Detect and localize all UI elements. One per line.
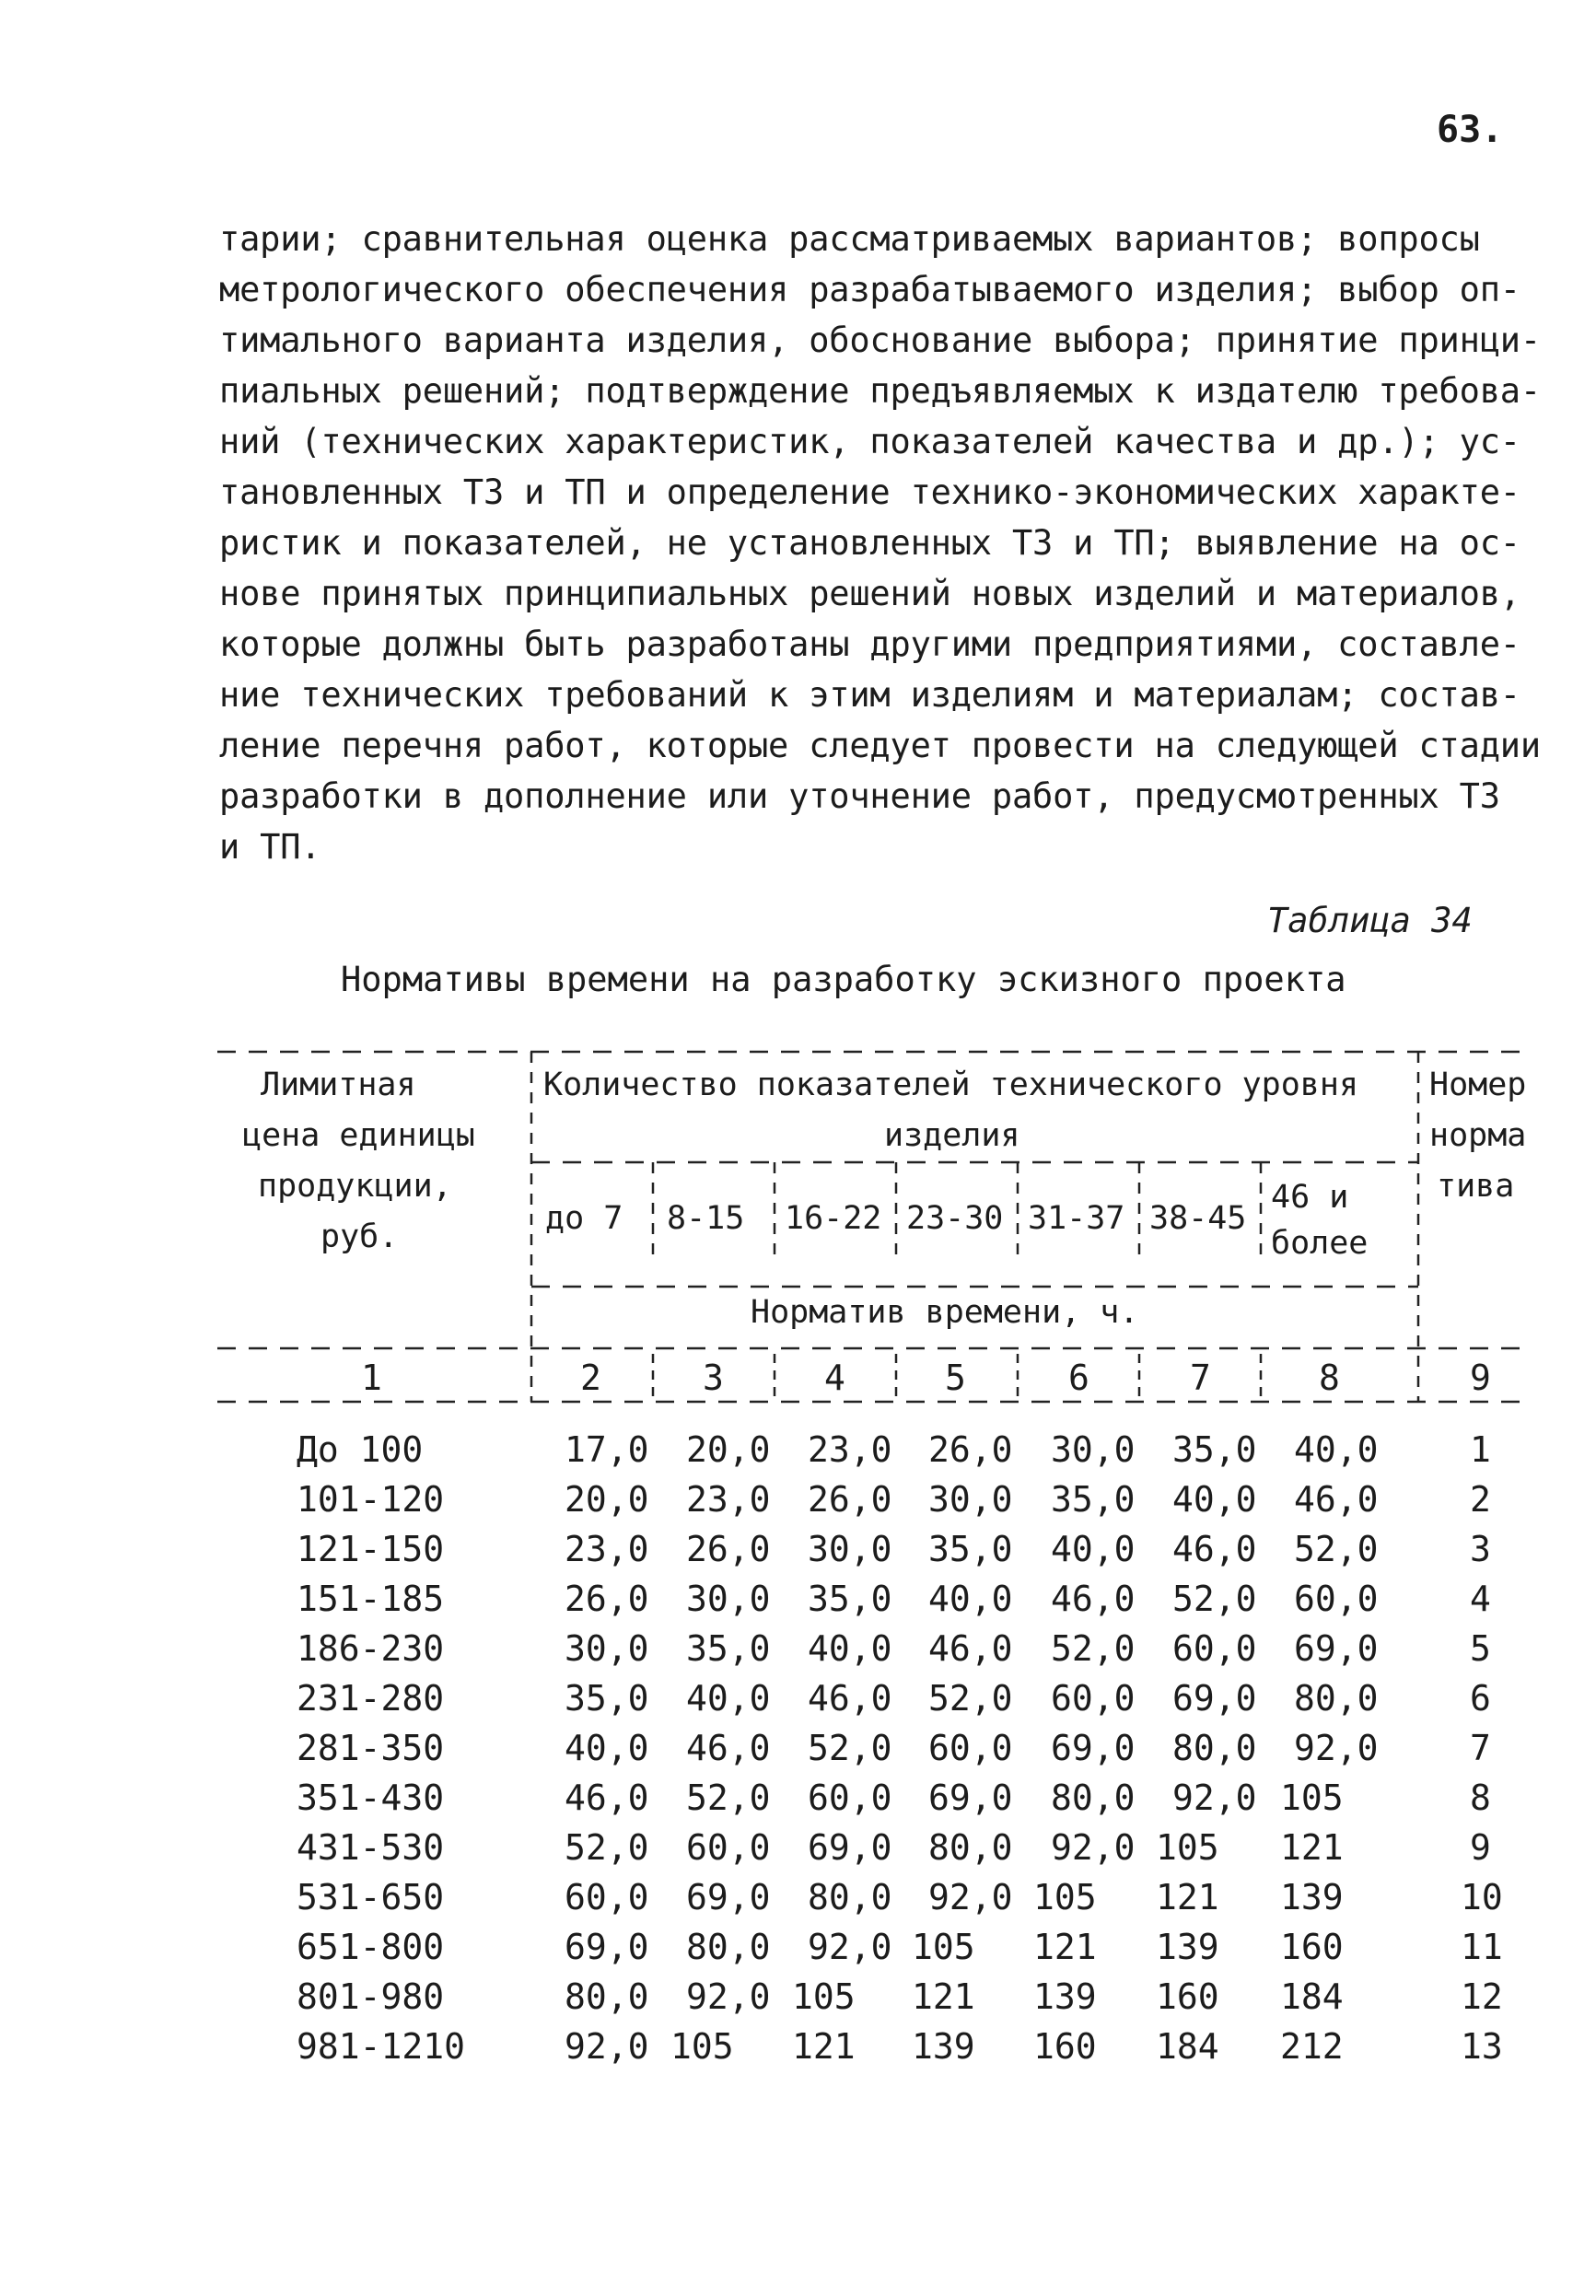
value-cell: 26,0 xyxy=(565,1579,649,1619)
column-number: 9 xyxy=(1470,1358,1491,1398)
value-cell: 52,0 xyxy=(565,1827,649,1868)
value-cell: 184 xyxy=(1280,1976,1344,2017)
value-cell: 35,0 xyxy=(1051,1479,1136,1520)
value-cell: 30,0 xyxy=(565,1628,649,1669)
value-cell: 46,0 xyxy=(1172,1529,1257,1569)
value-cell: 92,0 xyxy=(565,2026,649,2067)
value-cell: 212 xyxy=(1280,2026,1344,2067)
header-price-line: руб. xyxy=(320,1218,399,1255)
price-cell: 186-230 xyxy=(297,1628,445,1669)
value-cell: 69,0 xyxy=(1172,1678,1257,1719)
price-cell: До 100 xyxy=(297,1429,424,1470)
value-cell: 46,0 xyxy=(1051,1579,1136,1619)
value-cell: 160 xyxy=(1033,2026,1097,2067)
header-subcol: 8-15 xyxy=(667,1200,745,1237)
value-cell: 69,0 xyxy=(565,1927,649,1967)
paragraph-line: разработки в дополнение или уточнение работ, предусмотренных ТЗ xyxy=(219,776,1500,816)
column-number: 1 xyxy=(361,1358,382,1398)
paragraph-line: ление перечня работ, которые следует провести на следующей стадии xyxy=(219,726,1541,765)
paragraph-line: и ТП. xyxy=(219,827,321,867)
value-cell: 40,0 xyxy=(1294,1429,1379,1470)
value-cell: 80,0 xyxy=(1172,1728,1257,1768)
value-cell: 40,0 xyxy=(808,1628,892,1669)
value-cell: 92,0 xyxy=(686,1976,771,2017)
price-cell: 351-430 xyxy=(297,1777,445,1818)
header-group-title-line2: изделия xyxy=(884,1117,1020,1154)
price-cell: 981-1210 xyxy=(297,2026,466,2067)
value-cell: 35,0 xyxy=(1172,1429,1257,1470)
header-price-line: Лимитная xyxy=(261,1066,416,1103)
value-cell: 52,0 xyxy=(1294,1529,1379,1569)
value-cell: 121 xyxy=(1156,1877,1219,1917)
norm-number-cell: 2 xyxy=(1470,1479,1491,1520)
header-subcol: 16-22 xyxy=(785,1200,882,1237)
value-cell: 92,0 xyxy=(808,1927,892,1967)
norm-number-cell: 8 xyxy=(1470,1777,1491,1818)
norm-number-cell: 1 xyxy=(1470,1429,1491,1470)
header-number-line: норма xyxy=(1429,1117,1527,1154)
value-cell: 23,0 xyxy=(565,1529,649,1569)
norm-number-cell: 13 xyxy=(1461,2026,1503,2067)
value-cell: 184 xyxy=(1156,2026,1219,2067)
value-cell: 23,0 xyxy=(686,1479,771,1520)
value-cell: 105 xyxy=(1280,1777,1344,1818)
norm-number-cell: 10 xyxy=(1461,1877,1503,1917)
paragraph-line: ний (технических характеристик, показателей качества и др.); ус- xyxy=(219,422,1520,461)
price-cell: 651-800 xyxy=(297,1927,445,1967)
price-cell: 281-350 xyxy=(297,1728,445,1768)
value-cell: 69,0 xyxy=(1051,1728,1136,1768)
price-cell: 531-650 xyxy=(297,1877,445,1917)
value-cell: 17,0 xyxy=(565,1429,649,1470)
header-subcol: 23-30 xyxy=(906,1200,1004,1237)
price-cell: 151-185 xyxy=(297,1579,445,1619)
value-cell: 30,0 xyxy=(1051,1429,1136,1470)
norm-number-cell: 5 xyxy=(1470,1628,1491,1669)
value-cell: 23,0 xyxy=(808,1429,892,1470)
value-cell: 60,0 xyxy=(1051,1678,1136,1719)
table-label: Таблица 34 xyxy=(1267,901,1473,940)
value-cell: 35,0 xyxy=(928,1529,1013,1569)
value-cell: 30,0 xyxy=(686,1579,771,1619)
value-cell: 60,0 xyxy=(1172,1628,1257,1669)
value-cell: 69,0 xyxy=(808,1827,892,1868)
value-cell: 60,0 xyxy=(565,1877,649,1917)
value-cell: 26,0 xyxy=(808,1479,892,1520)
header-normativ: Норматив времени, ч. xyxy=(751,1294,1139,1331)
paragraph-line: ние технических требований к этим изделиям и материалам; состав- xyxy=(219,675,1520,715)
price-cell: 231-280 xyxy=(297,1678,445,1719)
price-cell: 801-980 xyxy=(297,1976,445,2017)
column-number: 6 xyxy=(1068,1358,1089,1398)
paragraph-line: метрологического обеспечения разрабатываемого изделия; выбор оп- xyxy=(219,270,1520,309)
paragraph-line: ристик и показателей, не установленных ТЗ и ТП; выявление на ос- xyxy=(219,523,1520,563)
paragraph-line: тановленных ТЗ и ТП и определение технико-экономических характе- xyxy=(219,472,1520,512)
value-cell: 60,0 xyxy=(1294,1579,1379,1619)
norm-number-cell: 4 xyxy=(1470,1579,1491,1619)
column-number: 8 xyxy=(1319,1358,1340,1398)
value-cell: 52,0 xyxy=(808,1728,892,1768)
value-cell: 160 xyxy=(1156,1976,1219,2017)
value-cell: 139 xyxy=(1280,1877,1344,1917)
value-cell: 26,0 xyxy=(928,1429,1013,1470)
value-cell: 46,0 xyxy=(565,1777,649,1818)
paragraph-line: тарии; сравнительная оценка рассматриваемых вариантов; вопросы xyxy=(219,219,1480,259)
header-group-title: Количество показателей технического уровня xyxy=(543,1066,1359,1103)
value-cell: 105 xyxy=(912,1927,975,1967)
norm-number-cell: 3 xyxy=(1470,1529,1491,1569)
value-cell: 69,0 xyxy=(928,1777,1013,1818)
value-cell: 46,0 xyxy=(686,1728,771,1768)
value-cell: 139 xyxy=(912,2026,975,2067)
value-cell: 20,0 xyxy=(565,1479,649,1520)
norm-number-cell: 12 xyxy=(1461,1976,1503,2017)
column-number: 7 xyxy=(1190,1358,1211,1398)
norm-number-cell: 7 xyxy=(1470,1728,1491,1768)
header-price-line: цена единицы xyxy=(242,1117,475,1154)
value-cell: 92,0 xyxy=(1294,1728,1379,1768)
value-cell: 69,0 xyxy=(1294,1628,1379,1669)
norm-number-cell: 6 xyxy=(1470,1678,1491,1719)
value-cell: 26,0 xyxy=(686,1529,771,1569)
value-cell: 20,0 xyxy=(686,1429,771,1470)
value-cell: 80,0 xyxy=(808,1877,892,1917)
value-cell: 92,0 xyxy=(1172,1777,1257,1818)
value-cell: 105 xyxy=(792,1976,856,2017)
header-subcol: 38-45 xyxy=(1149,1200,1247,1237)
value-cell: 60,0 xyxy=(686,1827,771,1868)
value-cell: 52,0 xyxy=(1051,1628,1136,1669)
value-cell: 92,0 xyxy=(928,1877,1013,1917)
header-number-line: Номер xyxy=(1429,1066,1527,1103)
value-cell: 80,0 xyxy=(1051,1777,1136,1818)
header-subcol: более xyxy=(1271,1225,1369,1262)
value-cell: 92,0 xyxy=(1051,1827,1136,1868)
value-cell: 80,0 xyxy=(928,1827,1013,1868)
paragraph-line: которые должны быть разработаны другими предприятиями, составле- xyxy=(219,624,1520,664)
value-cell: 121 xyxy=(1280,1827,1344,1868)
value-cell: 160 xyxy=(1280,1927,1344,1967)
value-cell: 60,0 xyxy=(808,1777,892,1818)
value-cell: 105 xyxy=(1033,1877,1097,1917)
header-price-line: продукции, xyxy=(258,1168,452,1205)
value-cell: 46,0 xyxy=(928,1628,1013,1669)
value-cell: 30,0 xyxy=(808,1529,892,1569)
value-cell: 52,0 xyxy=(1172,1579,1257,1619)
value-cell: 46,0 xyxy=(1294,1479,1379,1520)
norm-number-cell: 11 xyxy=(1461,1927,1503,1967)
price-cell: 431-530 xyxy=(297,1827,445,1868)
value-cell: 121 xyxy=(792,2026,856,2067)
column-number: 3 xyxy=(703,1358,724,1398)
value-cell: 40,0 xyxy=(565,1728,649,1768)
column-number: 4 xyxy=(824,1358,845,1398)
value-cell: 105 xyxy=(670,2026,734,2067)
value-cell: 60,0 xyxy=(928,1728,1013,1768)
norm-number-cell: 9 xyxy=(1470,1827,1491,1868)
column-number: 5 xyxy=(945,1358,966,1398)
value-cell: 69,0 xyxy=(686,1877,771,1917)
price-cell: 121-150 xyxy=(297,1529,445,1569)
value-cell: 80,0 xyxy=(565,1976,649,2017)
value-cell: 105 xyxy=(1156,1827,1219,1868)
value-cell: 139 xyxy=(1033,1976,1097,2017)
header-number-line: тива xyxy=(1437,1168,1515,1205)
value-cell: 30,0 xyxy=(928,1479,1013,1520)
value-cell: 40,0 xyxy=(1172,1479,1257,1520)
value-cell: 46,0 xyxy=(808,1678,892,1719)
value-cell: 40,0 xyxy=(928,1579,1013,1619)
page-number: 63. xyxy=(1437,109,1504,151)
value-cell: 80,0 xyxy=(1294,1678,1379,1719)
value-cell: 52,0 xyxy=(686,1777,771,1818)
table-title: Нормативы времени на разработку эскизного проекта xyxy=(341,960,1346,999)
value-cell: 52,0 xyxy=(928,1678,1013,1719)
value-cell: 40,0 xyxy=(1051,1529,1136,1569)
value-cell: 35,0 xyxy=(808,1579,892,1619)
header-subcol: до 7 xyxy=(545,1200,623,1237)
value-cell: 139 xyxy=(1156,1927,1219,1967)
value-cell: 121 xyxy=(1033,1927,1097,1967)
header-subcol: 46 и xyxy=(1271,1179,1349,1216)
column-number: 2 xyxy=(580,1358,601,1398)
paragraph-line: пиальных решений; подтверждение предъявляемых к издателю требова- xyxy=(219,371,1541,411)
value-cell: 40,0 xyxy=(686,1678,771,1719)
value-cell: 121 xyxy=(912,1976,975,2017)
header-subcol: 31-37 xyxy=(1028,1200,1125,1237)
value-cell: 80,0 xyxy=(686,1927,771,1967)
value-cell: 35,0 xyxy=(686,1628,771,1669)
paragraph-line: нове принятых принципиальных решений новых изделий и материалов, xyxy=(219,574,1520,613)
value-cell: 35,0 xyxy=(565,1678,649,1719)
price-cell: 101-120 xyxy=(297,1479,445,1520)
paragraph-line: тимального варианта изделия, обоснование выбора; принятие принци- xyxy=(219,321,1541,360)
